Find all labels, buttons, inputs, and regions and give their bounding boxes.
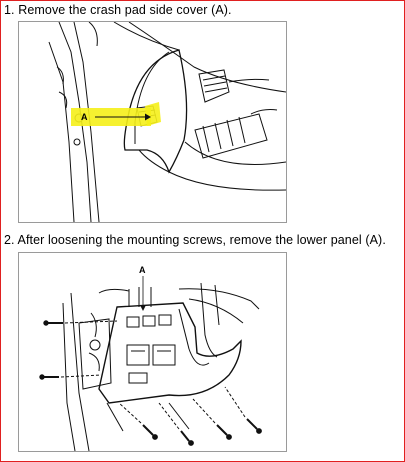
figure-1-crash-pad-side-cover xyxy=(18,21,287,223)
figure-1-callout-label: A xyxy=(81,112,88,122)
step-1-text: 1. Remove the crash pad side cover (A). xyxy=(4,3,232,17)
figure-2-drawing xyxy=(19,253,286,451)
step-2-text: 2. After loosening the mounting screws, remove the lower panel (A). xyxy=(4,233,386,247)
figure-1-drawing xyxy=(19,22,286,222)
figure-2-callout-label: A xyxy=(139,265,146,275)
figure-2-lower-panel xyxy=(18,252,287,452)
